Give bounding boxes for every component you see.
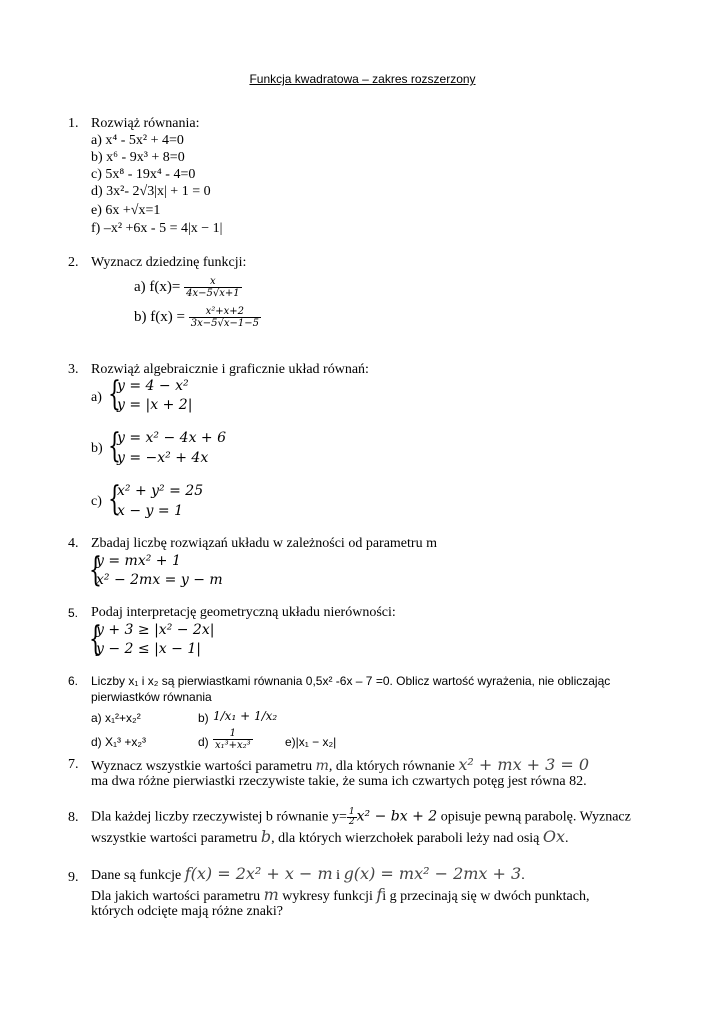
q6-b-expr: 1/x₁ + 1/x₂ [213, 709, 278, 723]
q6-d-expr [213, 728, 253, 751]
q7-equation: x² + mx + 3 = 0 [458, 755, 590, 774]
document-title: Funkcja kwadratowa – zakres rozszerzony [249, 72, 476, 86]
q9-line2 [91, 887, 590, 905]
q3-b-label: b) [91, 441, 103, 456]
q3-number: 3. [68, 362, 79, 377]
q8-half: $\frac{1}{2}$ [348, 807, 355, 827]
q6-e: e)|x₁ − x₂| [285, 735, 337, 749]
q1-a: a) x⁴ - 5x² + 4=0 [91, 133, 184, 148]
q1-b: b) x⁶ - 9x³ + 8=0 [91, 150, 185, 165]
q6-text-line1: Liczby x₁ i x₂ są pierwiastkami równania 0,5x² -6x – 7 =0. Oblicz wartość wyrażenia, nie obliczając [91, 674, 611, 688]
q4-number: 4. [68, 536, 79, 551]
q3-a-brace: { [108, 374, 121, 414]
q2-text: Wyznacz dziedzinę funkcji: [91, 255, 247, 270]
q2-b-denominator: 3x−5√x−1−5 [190, 318, 259, 329]
q3-b-eq1: y = x² − 4x + 6 [117, 430, 227, 446]
q9-g-def: g(x) = mx² − 2mx + 3 [343, 864, 522, 883]
q6-d-label: d) [198, 735, 209, 749]
q9-text-3: wykresy funkcji [282, 889, 373, 904]
q2-b-label: b) f(x) = [134, 308, 185, 325]
q5-text: Podaj interpretację geometryczną układu nierówności: [91, 605, 396, 620]
q6-text-line2: pierwiastków równania [91, 690, 212, 704]
q9-fname: f [376, 885, 383, 904]
q5-eq1: y + 3 ≥ |x² − 2x| [96, 622, 215, 638]
q7-line1 [91, 757, 589, 775]
q1-c: c) 5x⁸ - 19x⁴ - 4=0 [91, 167, 196, 182]
q6-b-label: b) [198, 711, 209, 725]
q2-b-fraction [189, 306, 261, 329]
q7-text-2: , dla których równanie [328, 759, 455, 774]
q2-a [134, 276, 242, 299]
q8-text-3: wszystkie wartości parametru [91, 831, 258, 846]
q2-a-numerator: x [210, 276, 216, 287]
q8-line1 [91, 808, 631, 827]
q6-c: d) X₁³ +x₂³ [91, 735, 147, 749]
q8-text-1: Dla każdej liczby rzeczywistej b równanie y= [91, 809, 347, 825]
q7-text-1: Wyznacz wszystkie wartości parametru [91, 759, 313, 774]
q8-text-4: , dla których wierzchołek paraboli leży nad osią [271, 831, 540, 846]
q3-c-eq2: x − y = 1 [117, 503, 183, 519]
q7-param: m [315, 758, 329, 774]
q2-b [134, 306, 261, 329]
q4-eq2: x² − 2mx = y − m [96, 572, 223, 588]
q3-c-brace: { [108, 479, 121, 519]
q1-text: Rozwiąż równania: [91, 116, 200, 131]
q2-a-denominator: 4x−5√x+1 [186, 288, 240, 299]
q2-number: 2. [68, 255, 79, 270]
q9-text-5: których odcięte mają różne znaki? [91, 904, 284, 919]
q7-text-3: ma dwa różne pierwiastki rzeczywiste takie, że suma ich czwartych potęg jest równa 82. [91, 774, 587, 789]
q2-b-numerator: x²+x+2 [205, 306, 245, 317]
q5-number: 5. [68, 606, 79, 620]
q9-f-def: f(x) = 2x² + x − m [184, 864, 333, 883]
q6-a: a) x₁²+x₂² [91, 711, 141, 725]
q6-number: 6. [68, 674, 79, 688]
q9-text-4: i g przecinają się w dwóch punktach, [382, 889, 590, 904]
q9-line1 [91, 866, 525, 884]
q6-d-fraction [213, 728, 253, 751]
q3-b-brace: { [108, 426, 121, 466]
q9-text-1: Dane są funkcje [91, 868, 182, 883]
q3-c-eq1: x² + y² = 25 [117, 483, 204, 499]
q1-d: d) 3x²- 2√3|x| + 1 = 0 [91, 184, 211, 199]
q9-param: m [263, 885, 279, 904]
q9-number: 9. [68, 870, 79, 885]
q2-a-label: a) f(x)= [134, 278, 181, 295]
q3-b-eq2: y = −x² + 4x [117, 450, 209, 466]
q9-i: i [336, 868, 341, 883]
q1-number: 1. [68, 116, 79, 131]
q8-param: b [260, 827, 272, 846]
q4-brace: { [89, 550, 102, 590]
q3-text: Rozwiąż algebraicznie i graficznie układ równań: [91, 362, 369, 377]
q3-c-label: c) [91, 494, 102, 509]
q1-f: f) –x² +6x - 5 = 4|x − 1| [91, 221, 223, 236]
q8-number: 8. [68, 810, 79, 825]
q8-axis: Ox [542, 827, 566, 846]
q9-text-2: Dla jakich wartości parametru [91, 889, 261, 904]
q8-text-2: opisuje pewną parabolę. Wyznacz [440, 809, 631, 825]
q5-eq2: y − 2 ≤ |x − 1| [96, 641, 201, 657]
q3-a-label: a) [91, 390, 102, 405]
q8-equation: x² − bx + 2 [356, 808, 438, 825]
q6-d-denominator: x₁³+x₂³ [215, 740, 251, 751]
q1-e: e) 6x +√x=1 [91, 203, 161, 218]
q9-end: . [521, 868, 525, 883]
q7-number: 7. [68, 757, 79, 772]
q4-text: Zbadaj liczbę rozwiązań układu w zależności od parametru m [91, 536, 437, 551]
q8-end: . [565, 831, 569, 846]
q5-brace: { [89, 619, 102, 659]
q6-d-numerator: 1 [229, 728, 237, 739]
q8-line2 [91, 829, 569, 847]
q3-a-eq2: y = |x + 2| [117, 397, 193, 413]
q2-a-fraction [184, 276, 242, 299]
q3-a-eq1: y = 4 − x² [117, 378, 189, 394]
q4-eq1: y = mx² + 1 [96, 553, 181, 569]
